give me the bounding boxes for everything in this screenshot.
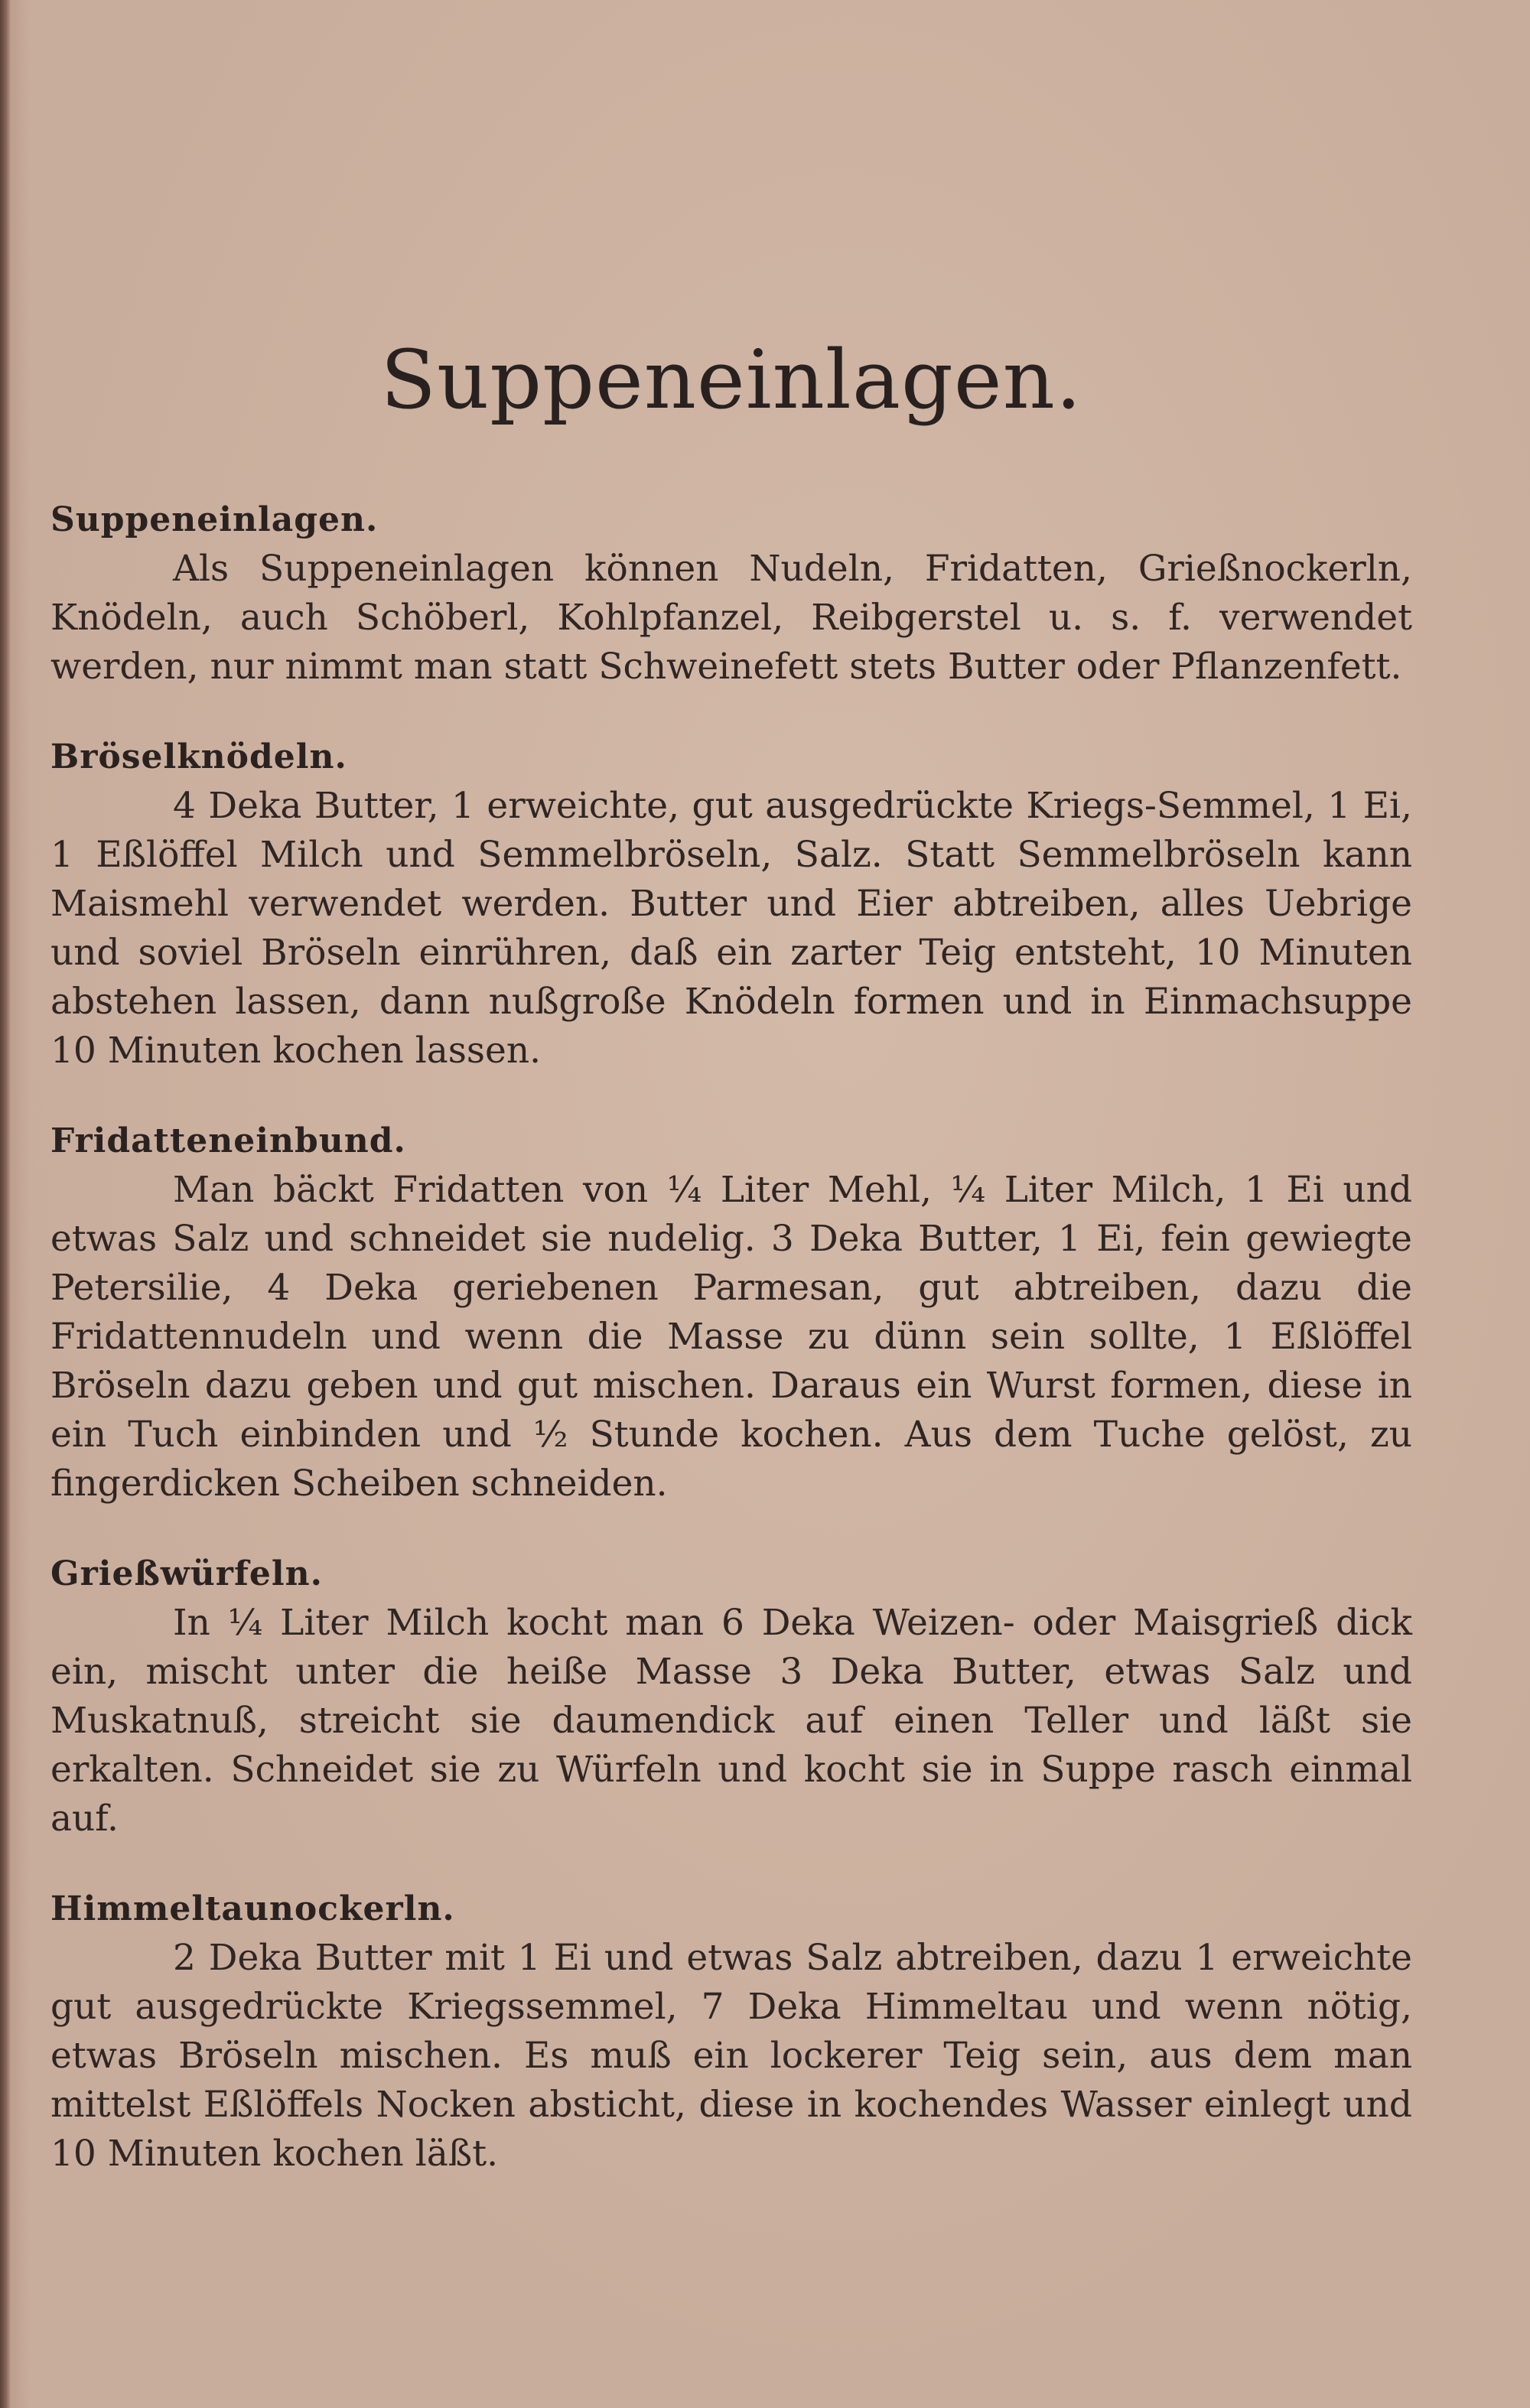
recipe-section-broeselknoedeln [50, 733, 1412, 1075]
recipe-section-himmeltaunockerln [50, 1885, 1412, 2179]
section-heading: Himmeltaunockerln. [50, 1889, 455, 1928]
book-page [50, 0, 1412, 2408]
section-heading: Fridatteneinbund. [50, 1121, 406, 1160]
recipe-list [50, 496, 1412, 2220]
section-body: 4 Deka Butter, 1 erweichte, gut ausgedrückte Kriegs-Semmel, 1 Ei, 1 Eßlöffel Milch und Semmelbröseln, Salz. Statt Semmelbröseln kann Maismehl verwendet werden. Butter und Eier abtreiben, alles Uebrige und soviel Bröseln einrühren, daß ein zarter Teig entsteht, 10 Minuten abstehen lassen, dann nußgroße Knödeln formen und in Einmachsuppe 10 Minuten kochen lassen. [50, 785, 1412, 1072]
section-heading: Suppeneinlagen. [50, 500, 379, 539]
page-title: Suppeneinlagen. [380, 333, 1082, 427]
recipe-section-suppeneinlagen [50, 496, 1412, 691]
section-body: Man bäckt Fridatten von ¼ Liter Mehl, ¼ Liter Milch, 1 Ei und etwas Salz und schneidet sie nudelig. 3 Deka Butter, 1 Ei, fein gewiegte Petersilie, 4 Deka geriebenen Parmesan, gut abtreiben, dazu die Fridattennudeln und wenn die Masse zu dünn sein sollte, 1 Eßlöffel Bröseln dazu geben und gut mischen. Daraus ein Wurst formen, diese in ein Tuch einbinden und ½ Stunde kochen. Aus dem Tuche gelöst, zu fingerdicken Scheiben schneiden. [50, 1169, 1412, 1505]
page-edge [0, 0, 11, 2408]
recipe-section-griesswuerfeln [50, 1550, 1412, 1843]
section-body: In ¼ Liter Milch kocht man 6 Deka Weizen- oder Maisgrieß dick ein, mischt unter die heiße Masse 3 Deka Butter, etwas Salz und Muskatnuß, streicht sie daumendick auf einen Teller und läßt sie erkalten. Schneidet sie zu Würfeln und kocht sie in Suppe rasch einmal auf. [50, 1602, 1412, 1840]
recipe-section-fridatteneinbund [50, 1117, 1412, 1508]
section-body: Als Suppeneinlagen können Nudeln, Fridatten, Grießnockerln, Knödeln, auch Schöberl, Kohlpfanzel, Reibgerstel u. s. f. verwendet werden, nur nimmt man statt Schweinefett stets Butter oder Pflanzenfett. [50, 548, 1412, 688]
section-heading: Bröselknödeln. [50, 737, 347, 776]
section-heading: Grießwürfeln. [50, 1554, 323, 1593]
section-body: 2 Deka Butter mit 1 Ei und etwas Salz abtreiben, dazu 1 erweichte gut ausgedrückte Kriegssemmel, 7 Deka Himmeltau und wenn nötig, etwas Bröseln mischen. Es muß ein lockerer Teig sein, aus dem man mittelst Eßlöffels Nocken absticht, diese in kochendes Wasser einlegt und 10 Minuten kochen läßt. [50, 1937, 1412, 2175]
